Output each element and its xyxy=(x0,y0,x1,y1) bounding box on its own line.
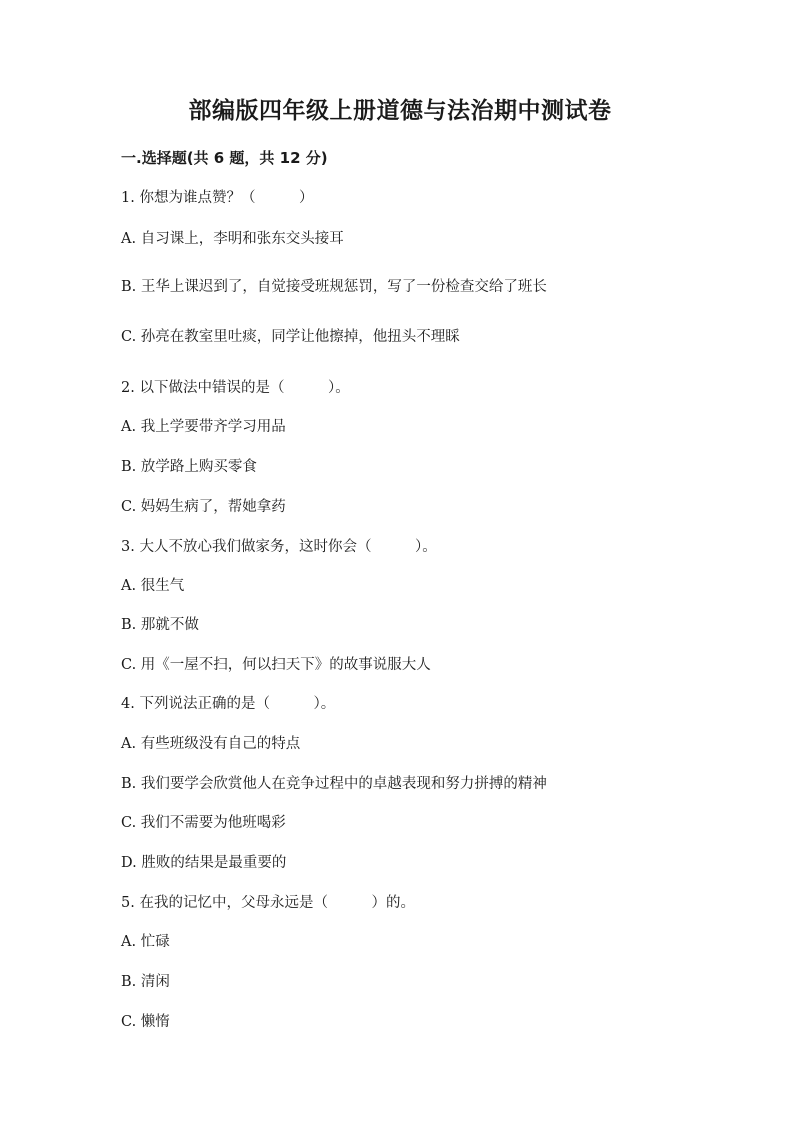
question-option: B. 清闲 xyxy=(121,974,170,990)
question-stem: 4. 下列说法正确的是（ ）。 xyxy=(121,696,336,712)
exam-title: 部编版四年级上册道德与法治期中测试卷 xyxy=(188,98,612,124)
question-stem: 5. 在我的记忆中，父母永远是（ ）的。 xyxy=(121,895,415,911)
question-stem: 2. 以下做法中错误的是（ ）。 xyxy=(121,380,350,396)
question-option: C. 我们不需要为他班喝彩 xyxy=(121,815,286,831)
question-option: A. 很生气 xyxy=(121,578,185,594)
question-option: C. 懒惰 xyxy=(121,1014,170,1030)
question-stem: 3. 大人不放心我们做家务，这时你会（ ）。 xyxy=(121,539,437,555)
section-header: 一.选择题(共 6 题，共 12 分) xyxy=(121,149,328,167)
question-option: A. 忙碌 xyxy=(121,934,170,950)
question-option: C. 用《一屋不扫，何以扫天下》的故事说服大人 xyxy=(121,657,431,673)
question-option: A. 自习课上，李明和张东交头接耳 xyxy=(121,231,344,247)
question-option: B. 放学路上购买零食 xyxy=(121,459,257,475)
question-option: B. 我们要学会欣赏他人在竞争过程中的卓越表现和努力拼搏的精神 xyxy=(121,776,547,792)
question-option: B. 那就不做 xyxy=(121,617,199,633)
question-option: C. 孙亮在教室里吐痰，同学让他擦掉，他扭头不理睬 xyxy=(121,329,460,345)
question-option: D. 胜败的结果是最重要的 xyxy=(121,855,287,871)
question-option: B. 王华上课迟到了，自觉接受班规惩罚，写了一份检查交给了班长 xyxy=(121,279,547,295)
question-stem: 1. 你想为谁点赞？（ ） xyxy=(121,190,314,206)
question-option: A. 我上学要带齐学习用品 xyxy=(121,419,286,435)
question-option: A. 有些班级没有自己的特点 xyxy=(121,736,301,752)
question-option: C. 妈妈生病了，帮她拿药 xyxy=(121,499,286,515)
